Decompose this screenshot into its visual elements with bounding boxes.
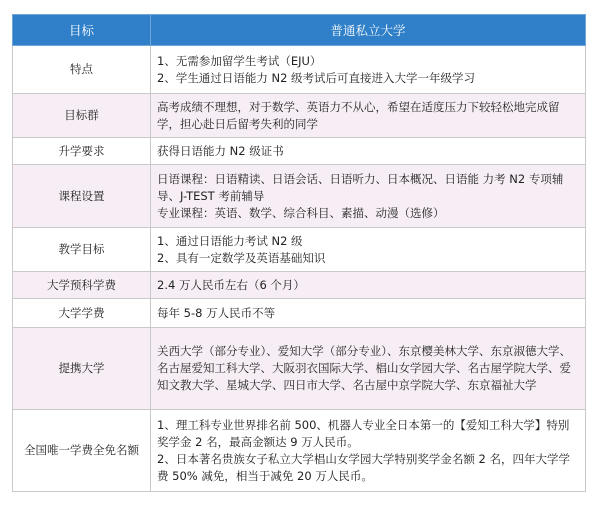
header-school-type: 普通私立大学	[151, 15, 586, 46]
row-key: 大学学费	[13, 299, 151, 328]
row-key: 大学预科学费	[13, 272, 151, 299]
table-row	[13, 228, 586, 272]
row-key: 教学目标	[13, 228, 151, 272]
row-key: 全国唯一学费全免名额	[13, 410, 151, 492]
row-value	[151, 410, 586, 492]
row-value	[151, 94, 586, 138]
table-row	[13, 299, 586, 328]
row-value	[151, 228, 586, 272]
value-line: 2、日本著名贵族女子私立大学椙山女学园大学特别奖学金名额 2 名，四年大学学费 50% 减免，相当于减免 20 万人民币。	[157, 451, 570, 483]
value-line: 1、通过日语能力考试 N2 级	[157, 233, 303, 248]
value-line: 日语课程：日语精读、日语会话、日语听力、日本概况、日语能 力考 N2 专项辅导、J-TEST 考前辅导	[157, 171, 564, 203]
table-row	[13, 94, 586, 138]
row-key: 目标群	[13, 94, 151, 138]
row-value	[151, 46, 586, 94]
row-value	[151, 328, 586, 410]
header-target: 目标	[13, 15, 151, 46]
row-key: 升学要求	[13, 138, 151, 165]
value-line: 每年 5-8 万人民币不等	[157, 305, 276, 320]
value-line: 获得日语能力 N2 级证书	[157, 143, 284, 158]
row-value	[151, 138, 586, 165]
row-key: 特点	[13, 46, 151, 94]
row-value	[151, 272, 586, 299]
value-line: 专业课程：英语、数学、综合科目、素描、动漫（选修）	[157, 205, 445, 220]
table-row	[13, 138, 586, 165]
comparison-table	[12, 14, 586, 492]
value-line: 1、理工科专业世界排名前 500、机器人专业全日本第一的【爱知工科大学】特别奖学金 2 名，最高金额达 9 万人民币。	[157, 417, 570, 449]
table-row	[13, 46, 586, 94]
row-key: 提携大学	[13, 328, 151, 410]
row-value	[151, 299, 586, 328]
row-key: 课程设置	[13, 165, 151, 228]
value-line: 关西大学（部分专业）、爱知大学（部分专业）、东京樱美林大学、东京淑德大学、名古屋爱知工科大学、大阪羽衣国际大学、椙山女学园大学、名古屋学院大学、爱知文教大学、星城大学、四日市大学、名古屋中京学院大学、东京福祉大学	[157, 344, 571, 392]
value-line: 1、无需参加留学生考试（EJU）	[157, 53, 322, 68]
value-line: 2.4 万人民币左右（6 个月）	[157, 277, 305, 292]
value-line: 高考成绩不理想，对于数学、英语力不从心，希望在适度压力下较轻松地完成留学，担心赴日后留考失利的同学	[157, 99, 560, 131]
row-value	[151, 165, 586, 228]
value-line: 2、学生通过日语能力 N2 级考试后可直接进入大学一年级学习	[157, 70, 476, 85]
value-line: 2、具有一定数学及英语基础知识	[157, 250, 326, 265]
table-row	[13, 272, 586, 299]
table-row	[13, 328, 586, 410]
info-table-container	[12, 14, 585, 492]
table-row	[13, 410, 586, 492]
table-row	[13, 165, 586, 228]
table-header-row	[13, 15, 586, 46]
